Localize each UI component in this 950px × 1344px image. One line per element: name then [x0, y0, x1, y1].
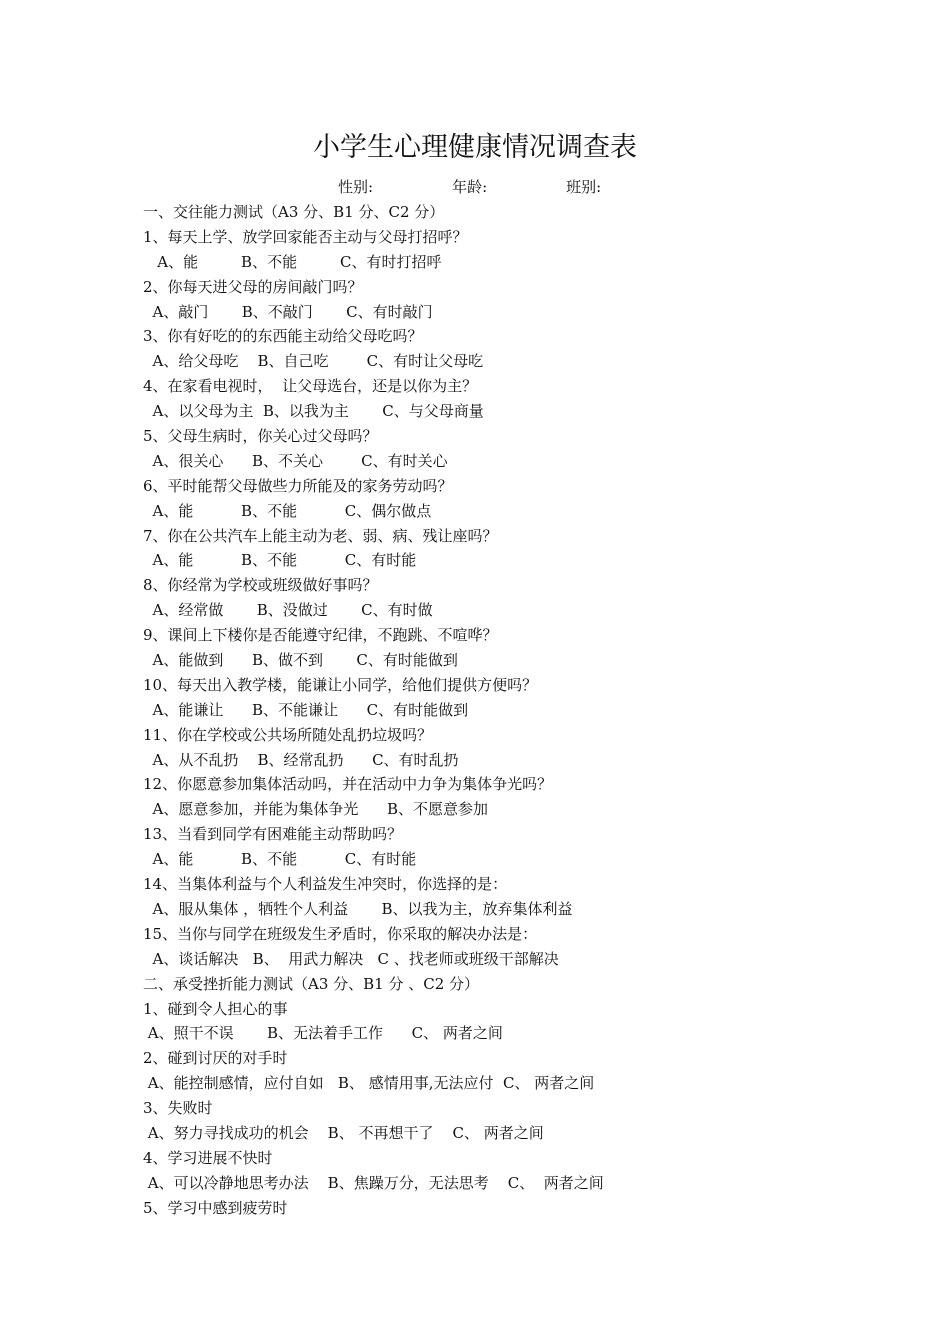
question-line: 6、平时能帮父母做些力所能及的家务劳动吗？: [143, 476, 453, 495]
option-line: A、从不乱扔 B、经常乱扔 C、有时乱扔: [143, 750, 459, 769]
question-line: 5、学习中感到疲劳时: [143, 1198, 288, 1217]
section-heading: 一、交往能力测试（A3 分、B1 分、C2 分）: [143, 203, 445, 221]
option-line: A、照干不误 B、无法着手工作 C、 两者之间: [143, 1024, 503, 1043]
question-line: 15、当你与同学在班级发生矛盾时，你采取的解决办法是：: [143, 924, 538, 943]
question-line: 4、在家看电视时， 让父母选台，还是以你为主？: [143, 377, 478, 396]
question-line: 10、每天出入教学楼，能谦让小同学，给他们提供方便吗？: [143, 675, 538, 694]
option-line: A、愿意参加，并能为集体争光 B、不愿意参加: [143, 800, 489, 819]
option-line: A、很关心 B、不关心 C、有时关心: [143, 451, 448, 470]
option-line: A、能 B、不能 C、有时能: [143, 850, 417, 869]
question-line: 5、父母生病时，你关心过父母吗？: [143, 427, 378, 446]
option-line: A、服从集体 ，牺牲个人利益 B、以我为主，放弃集体利益: [143, 899, 573, 918]
option-line: A、能 B、不能 C、偶尔做点: [143, 501, 432, 520]
section-heading: 二、承受挫折能力测试（A3 分、B1 分 、C2 分）: [143, 974, 480, 993]
option-line: A、经常做 B、没做过 C、有时做: [143, 601, 433, 620]
question-line: 9、课间上下楼你是否能遵守纪律，不跑跳、不喧哗？: [143, 626, 498, 645]
question-line: 2、碰到讨厌的对手时: [143, 1049, 288, 1068]
option-line: A、可以冷静地思考办法 B、焦躁万分，无法思考 C、 两者之间: [143, 1173, 604, 1192]
option-line: A、给父母吃 B、自己吃 C、有时让父母吃: [143, 352, 484, 371]
option-line: A、能控制感情，应付自如 B、 感情用事,无法应付 C、 两者之间: [143, 1074, 595, 1093]
age-label: 年龄:: [452, 178, 488, 196]
option-line: A、努力寻找成功的机会 B、 不再想干了 C、 两者之间: [143, 1123, 544, 1142]
option-line: A、以父母为主 B、以我为主 C、与父母商量: [143, 402, 484, 421]
question-line: 1、碰到令人担心的事: [143, 999, 288, 1018]
question-line: 13、当看到同学有困难能主动帮助吗？: [143, 825, 403, 844]
question-line: 8、你经常为学校或班级做好事吗？: [143, 576, 378, 595]
question-line: 14、当集体利益与个人利益发生冲突时，你选择的是：: [143, 875, 508, 894]
question-line: 7、你在公共汽车上能主动为老、弱、病、残让座吗？: [143, 526, 498, 545]
option-line: A、能做到 B、做不到 C、有时能做到: [143, 651, 458, 670]
gender-label: 性别:: [338, 178, 374, 196]
page-title: 小学生心理健康情况调查表: [313, 132, 637, 163]
student-info-row: [338, 176, 601, 198]
option-line: A、谈话解决 B、 用武力解决 C 、找老师或班级干部解决: [143, 949, 559, 968]
option-line: A、能 B、不能 C、有时打招呼: [143, 252, 442, 271]
question-line: 12、你愿意参加集体活动吗，并在活动中力争为集体争光吗？: [143, 775, 553, 794]
option-line: A、敲门 B、不敲门 C、有时敲门: [143, 302, 433, 321]
question-line: 3、你有好吃的的东西能主动给父母吃吗？: [143, 327, 423, 346]
question-line: 11、你在学校或公共场所随处乱扔垃圾吗？: [143, 725, 433, 744]
class-label: 班别:: [566, 178, 602, 196]
question-line: 2、你每天进父母的房间敲门吗？: [143, 277, 363, 296]
question-line: 4、学习进展不快时: [143, 1148, 273, 1167]
question-list: [143, 200, 823, 1221]
question-line: 3、失败时: [143, 1099, 213, 1118]
option-line: A、能谦让 B、不能谦让 C、有时能做到: [143, 700, 469, 719]
option-line: A、能 B、不能 C、有时能: [143, 551, 417, 570]
question-line: 1、每天上学、放学回家能否主动与父母打招呼？: [143, 227, 468, 246]
